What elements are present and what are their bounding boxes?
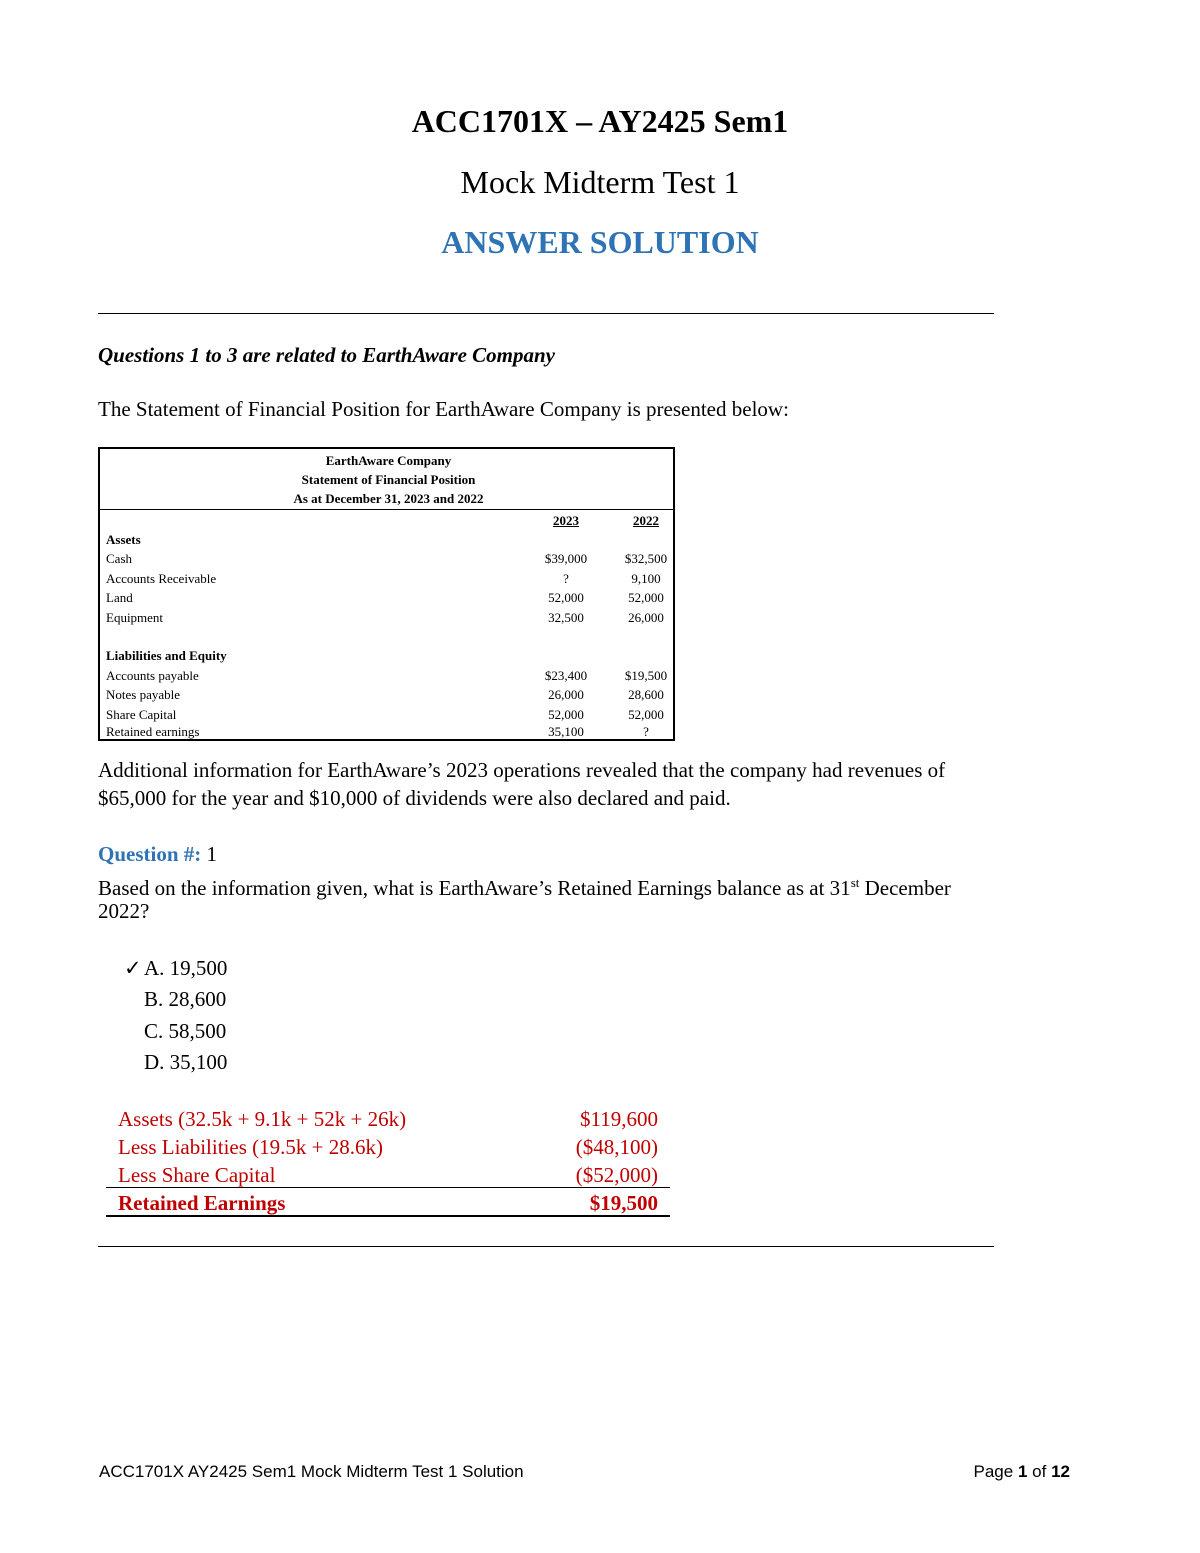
column-header-2022: 2022 [633,513,659,528]
table-row: Land 52,000 52,000 [106,590,664,605]
table-row: Equipment 32,500 26,000 [106,609,664,625]
liabilities-section-label: Liabilities and Equity [106,648,227,663]
choice-c: C. 58,500 [144,1019,227,1043]
financial-position-table [98,447,675,741]
table-row: Notes payable 26,000 28,600 [106,687,664,702]
answer-solution-heading: ANSWER SOLUTION [441,224,759,260]
calculation-total-rule [106,1215,670,1217]
table-row: Cash $39,000 $32,500 [106,551,668,566]
calculation-row: Less Liabilities (19.5k + 28.6k) ($48,100) [118,1135,658,1159]
table-row: Accounts payable $23,400 $19,500 [106,667,668,683]
top-divider [98,313,994,314]
footer-page-number: Page 1 of 12 [973,1462,1070,1481]
additional-info-line-2: $65,000 for the year and $10,000 of dividends were also declared and paid. [98,786,731,810]
document-subtitle: Mock Midterm Test 1 [460,164,740,200]
statement-name: Statement of Financial Position [301,472,476,487]
question-heading [98,840,217,868]
question-text-line-1: Based on the information given, what is EarthAware’s Retained Earnings balance as at 31st December [98,875,951,900]
statement-date: As at December 31, 2023 and 2022 [293,491,484,506]
statement-header-divider [100,509,675,510]
choice-b: B. 28,600 [144,987,227,1011]
questions-group-heading: Questions 1 to 3 are related to EarthAware Company [98,343,555,367]
intro-text: The Statement of Financial Position for EarthAware Company is presented below: [98,397,789,421]
choice-d: D. 35,100 [144,1050,228,1074]
calculation-subtotal-rule [106,1187,670,1188]
calculation-row: Assets (32.5k + 9.1k + 52k + 26k) $119,600 [118,1107,658,1131]
statement-company: EarthAware Company [325,453,452,468]
assets-section-label: Assets [106,532,141,547]
footer-document-name: ACC1701X AY2425 Sem1 Mock Midterm Test 1 Solution [99,1462,524,1481]
question-text-line-2: 2022? [98,899,150,923]
table-row: Share Capital 52,000 52,000 [106,706,664,722]
additional-info-line-1: Additional information for EarthAware’s 2023 operations revealed that the company had revenues of [98,758,946,782]
column-header-2023: 2023 [553,513,579,528]
check-mark-icon: ✓ [124,956,142,980]
bottom-divider [98,1246,994,1247]
question-label: Question #: [98,842,202,866]
question-number: 1 [206,842,218,866]
document-title: ACC1701X – AY2425 Sem1 [411,103,789,139]
table-row: Accounts Receivable ? 9,100 [106,570,661,586]
choice-a: A. 19,500 [144,956,228,980]
table-row: Retained earnings 35,100 ? [106,724,649,739]
calculation-row: Less Share Capital ($52,000) [118,1163,658,1187]
calculation-total-row: Retained Earnings $19,500 [118,1191,658,1215]
